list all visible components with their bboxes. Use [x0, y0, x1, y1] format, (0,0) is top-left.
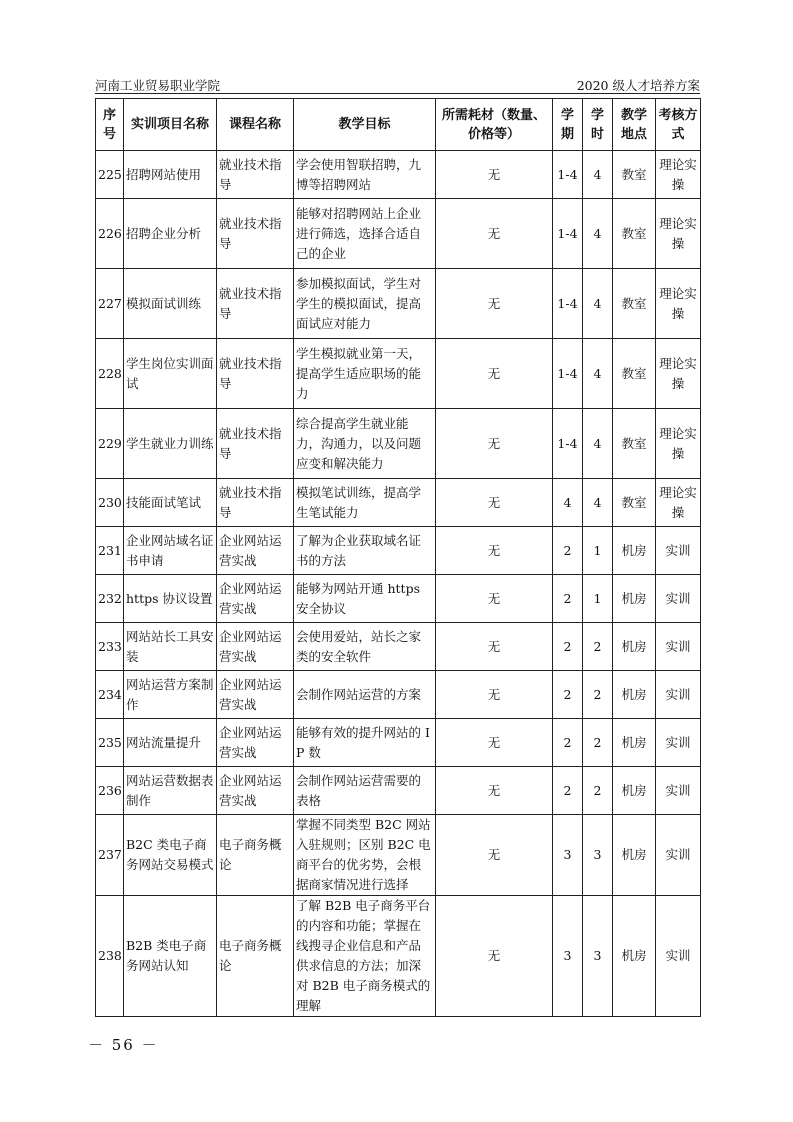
location-cell: 机房 [613, 815, 656, 896]
col-header-material: 所需耗材（数量、价格等） [436, 99, 553, 151]
location-cell: 教室 [613, 409, 656, 479]
teaching-goal-cell: 掌握不同类型 B2C 网站入驻规则；区别 B2C 电商平台的优劣势，会根据商家情况进行选择 [294, 815, 436, 896]
col-header-no: 序号 [96, 99, 124, 151]
col-header-exam: 考核方式 [656, 99, 701, 151]
location-cell: 机房 [613, 896, 656, 1017]
term-cell: 3 [553, 896, 583, 1017]
table-row [96, 671, 701, 719]
course-name-cell: 就业技术指导 [217, 479, 294, 527]
row-number-cell: 238 [96, 896, 124, 1017]
location-cell: 教室 [613, 199, 656, 269]
table-row [96, 623, 701, 671]
course-name-cell: 企业网站运营实战 [217, 527, 294, 575]
row-number-cell: 234 [96, 671, 124, 719]
location-cell: 机房 [613, 575, 656, 623]
row-number-cell: 231 [96, 527, 124, 575]
term-cell: 1-4 [553, 151, 583, 199]
hours-cell: 4 [583, 339, 613, 409]
assessment-cell: 实训 [656, 527, 701, 575]
location-cell: 机房 [613, 623, 656, 671]
hours-cell: 3 [583, 896, 613, 1017]
hours-cell: 4 [583, 479, 613, 527]
term-cell: 2 [553, 767, 583, 815]
row-number-cell: 229 [96, 409, 124, 479]
hours-cell: 4 [583, 199, 613, 269]
project-name-cell: 网站运营方案制作 [124, 671, 217, 719]
assessment-cell: 理论实操 [656, 409, 701, 479]
materials-cell: 无 [436, 409, 553, 479]
course-name-cell: 就业技术指导 [217, 199, 294, 269]
assessment-cell: 实训 [656, 623, 701, 671]
teaching-goal-cell: 模拟笔试训练，提高学生笔试能力 [294, 479, 436, 527]
hours-cell: 1 [583, 575, 613, 623]
row-number-cell: 226 [96, 199, 124, 269]
course-name-cell: 企业网站运营实战 [217, 671, 294, 719]
table-row [96, 479, 701, 527]
assessment-cell: 实训 [656, 815, 701, 896]
row-number-cell: 235 [96, 719, 124, 767]
location-cell: 机房 [613, 767, 656, 815]
location-cell: 机房 [613, 527, 656, 575]
row-number-cell: 225 [96, 151, 124, 199]
assessment-cell: 理论实操 [656, 199, 701, 269]
hours-cell: 4 [583, 269, 613, 339]
teaching-goal-cell: 学生模拟就业第一天，提高学生适应职场的能力 [294, 339, 436, 409]
assessment-cell: 理论实操 [656, 339, 701, 409]
table-row [96, 199, 701, 269]
materials-cell: 无 [436, 623, 553, 671]
row-number-cell: 237 [96, 815, 124, 896]
materials-cell: 无 [436, 767, 553, 815]
course-name-cell: 企业网站运营实战 [217, 623, 294, 671]
materials-cell: 无 [436, 199, 553, 269]
assessment-cell: 实训 [656, 767, 701, 815]
hours-cell: 2 [583, 719, 613, 767]
col-header-project: 实训项目名称 [124, 99, 217, 151]
col-header-course: 课程名称 [217, 99, 294, 151]
course-name-cell: 就业技术指导 [217, 269, 294, 339]
course-name-cell: 就业技术指导 [217, 339, 294, 409]
location-cell: 机房 [613, 719, 656, 767]
project-name-cell: 学生岗位实训面试 [124, 339, 217, 409]
col-header-goal: 教学目标 [294, 99, 436, 151]
project-name-cell: 学生就业力训练 [124, 409, 217, 479]
course-name-cell: 企业网站运营实战 [217, 719, 294, 767]
teaching-goal-cell: 能够为网站开通 https 安全协议 [294, 575, 436, 623]
teaching-goal-cell: 能够对招聘网站上企业进行筛选，选择合适自己的企业 [294, 199, 436, 269]
term-cell: 1-4 [553, 199, 583, 269]
term-cell: 4 [553, 479, 583, 527]
table-row [96, 339, 701, 409]
teaching-goal-cell: 会制作网站运营的方案 [294, 671, 436, 719]
col-header-place: 教学地点 [613, 99, 656, 151]
materials-cell: 无 [436, 527, 553, 575]
row-number-cell: 228 [96, 339, 124, 409]
table-row [96, 719, 701, 767]
header-school: 河南工业贸易职业学院 [95, 78, 221, 93]
row-number-cell: 230 [96, 479, 124, 527]
page-header [95, 75, 700, 94]
project-name-cell: 企业网站域名证书申请 [124, 527, 217, 575]
teaching-goal-cell: 会使用爱站，站长之家类的安全软件 [294, 623, 436, 671]
project-name-cell: 招聘企业分析 [124, 199, 217, 269]
term-cell: 3 [553, 815, 583, 896]
table-header-row [96, 99, 701, 151]
project-name-cell: https 协议设置 [124, 575, 217, 623]
teaching-goal-cell: 了解为企业获取域名证书的方法 [294, 527, 436, 575]
location-cell: 教室 [613, 269, 656, 339]
assessment-cell: 理论实操 [656, 269, 701, 339]
materials-cell: 无 [436, 896, 553, 1017]
project-name-cell: 模拟面试训练 [124, 269, 217, 339]
hours-cell: 1 [583, 527, 613, 575]
project-name-cell: 技能面试笔试 [124, 479, 217, 527]
course-name-cell: 电子商务概论 [217, 815, 294, 896]
term-cell: 2 [553, 623, 583, 671]
header-doc-title: 2020 级人才培养方案 [576, 78, 700, 93]
table-row [96, 575, 701, 623]
col-header-hours: 学时 [583, 99, 613, 151]
term-cell: 2 [553, 719, 583, 767]
materials-cell: 无 [436, 151, 553, 199]
row-number-cell: 232 [96, 575, 124, 623]
course-name-cell: 就业技术指导 [217, 409, 294, 479]
term-cell: 2 [553, 575, 583, 623]
hours-cell: 3 [583, 815, 613, 896]
teaching-goal-cell: 参加模拟面试，学生对学生的模拟面试，提高面试应对能力 [294, 269, 436, 339]
materials-cell: 无 [436, 719, 553, 767]
term-cell: 2 [553, 671, 583, 719]
term-cell: 1-4 [553, 409, 583, 479]
assessment-cell: 理论实操 [656, 151, 701, 199]
table-row [96, 409, 701, 479]
teaching-goal-cell: 了解 B2B 电子商务平台的内容和功能；掌握在线搜寻企业信息和产品供求信息的方法；加深对 B2B 电子商务模式的理解 [294, 896, 436, 1017]
project-name-cell: 网站运营数据表制作 [124, 767, 217, 815]
materials-cell: 无 [436, 671, 553, 719]
project-name-cell: B2C 类电子商务网站交易模式 [124, 815, 217, 896]
row-number-cell: 227 [96, 269, 124, 339]
assessment-cell: 实训 [656, 671, 701, 719]
project-name-cell: 网站流量提升 [124, 719, 217, 767]
hours-cell: 2 [583, 623, 613, 671]
teaching-goal-cell: 能够有效的提升网站的 IP 数 [294, 719, 436, 767]
col-header-term: 学期 [553, 99, 583, 151]
term-cell: 1-4 [553, 339, 583, 409]
row-number-cell: 236 [96, 767, 124, 815]
table-row [96, 767, 701, 815]
table-row [96, 896, 701, 1017]
teaching-goal-cell: 会制作网站运营需要的表格 [294, 767, 436, 815]
row-number-cell: 233 [96, 623, 124, 671]
assessment-cell: 实训 [656, 896, 701, 1017]
table-row [96, 269, 701, 339]
term-cell: 1-4 [553, 269, 583, 339]
project-name-cell: B2B 类电子商务网站认知 [124, 896, 217, 1017]
location-cell: 教室 [613, 339, 656, 409]
course-name-cell: 电子商务概论 [217, 896, 294, 1017]
hours-cell: 2 [583, 767, 613, 815]
materials-cell: 无 [436, 269, 553, 339]
materials-cell: 无 [436, 815, 553, 896]
teaching-goal-cell: 学会使用智联招聘，九博等招聘网站 [294, 151, 436, 199]
assessment-cell: 理论实操 [656, 479, 701, 527]
materials-cell: 无 [436, 575, 553, 623]
course-name-cell: 企业网站运营实战 [217, 575, 294, 623]
page-number: － 56 － [88, 1036, 159, 1054]
materials-cell: 无 [436, 479, 553, 527]
course-name-cell: 就业技术指导 [217, 151, 294, 199]
training-table [95, 98, 701, 1017]
table-row [96, 527, 701, 575]
hours-cell: 2 [583, 671, 613, 719]
location-cell: 教室 [613, 479, 656, 527]
materials-cell: 无 [436, 339, 553, 409]
course-name-cell: 企业网站运营实战 [217, 767, 294, 815]
assessment-cell: 实训 [656, 719, 701, 767]
project-name-cell: 网站站长工具安装 [124, 623, 217, 671]
teaching-goal-cell: 综合提高学生就业能力，沟通力，以及问题应变和解决能力 [294, 409, 436, 479]
location-cell: 机房 [613, 671, 656, 719]
assessment-cell: 实训 [656, 575, 701, 623]
hours-cell: 4 [583, 409, 613, 479]
table-row [96, 151, 701, 199]
project-name-cell: 招聘网站使用 [124, 151, 217, 199]
term-cell: 2 [553, 527, 583, 575]
location-cell: 教室 [613, 151, 656, 199]
hours-cell: 4 [583, 151, 613, 199]
table-row [96, 815, 701, 896]
